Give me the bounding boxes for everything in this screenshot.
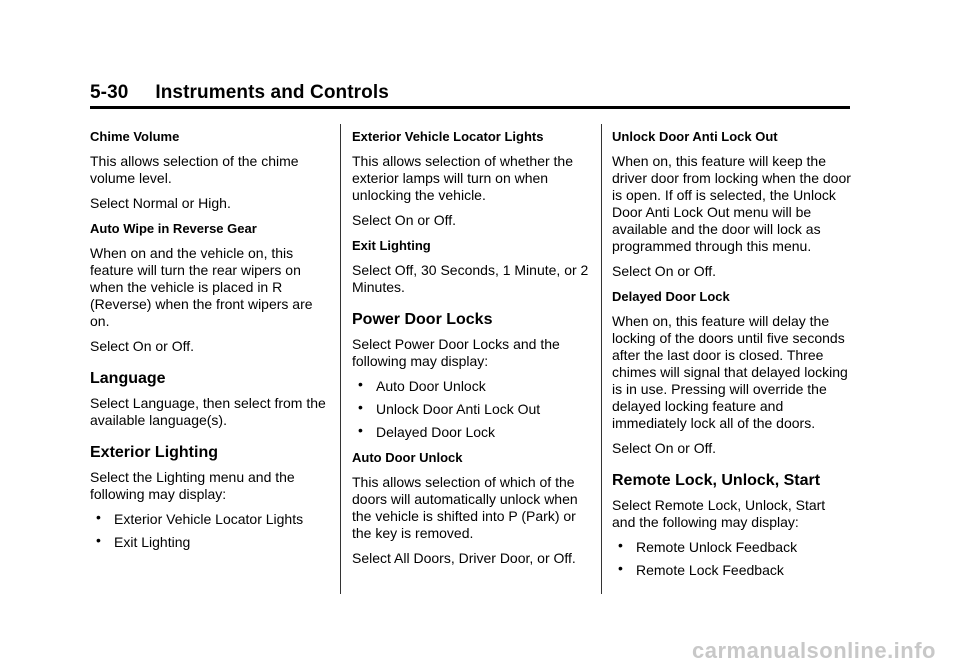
paragraph: Select On or Off. [612, 263, 717, 279]
paragraph: Select Language, then select from the available language(s). [90, 395, 326, 428]
paragraph: Select Off, 30 Seconds, 1 Minute, or 2 Minutes. [352, 262, 589, 295]
paragraph: Select the Lighting menu and the following may display: [90, 469, 295, 502]
column-divider [340, 124, 341, 594]
paragraph: This allows selection of the chime volume level. [90, 153, 299, 186]
bullet-icon: • [96, 509, 101, 525]
subheading: Chime Volume [90, 129, 180, 144]
column-1 [90, 128, 330, 559]
bullet-list [352, 378, 592, 441]
paragraph: Select On or Off. [90, 338, 195, 354]
watermark: carmanualsonline.info [692, 638, 936, 663]
section-heading: Exterior Lighting [90, 444, 218, 461]
page-title: 5-30 Instruments and Controls [90, 82, 389, 103]
list-item [352, 401, 592, 418]
section-heading: Power Door Locks [352, 311, 493, 328]
list-item [90, 511, 330, 528]
subheading: Unlock Door Anti Lock Out [612, 129, 778, 144]
bullet-icon: • [618, 560, 623, 576]
list-item-text: Unlock Door Anti Lock Out [376, 401, 541, 417]
bullet-icon: • [618, 537, 623, 553]
subheading: Auto Door Unlock [352, 450, 463, 465]
bullet-icon: • [358, 399, 363, 415]
list-item-text: Remote Unlock Feedback [636, 539, 798, 555]
paragraph: When on, this feature will keep the driver door from locking when the door is open. If off is selected, the Unlock Door Anti Lock Out menu will be available and the door will lock as programmed through this menu. [612, 153, 851, 254]
list-item [612, 562, 852, 579]
list-item-text: Delayed Door Lock [376, 424, 496, 440]
paragraph: When on, this feature will delay the locking of the doors until five seconds after the last door is closed. Three chimes will signal that delayed locking is in use. Pressing will override the delayed locking feature and immediately lock all of the doors. [612, 313, 848, 431]
paragraph: When on and the vehicle on, this feature will turn the rear wipers on when the vehicle is placed in R (Reverse) when the front wipers are on. [90, 245, 313, 329]
subheading: Auto Wipe in Reverse Gear [90, 221, 257, 236]
list-item-text: Exterior Vehicle Locator Lights [114, 511, 304, 527]
list-item [352, 424, 592, 441]
list-item-text: Exit Lighting [114, 534, 191, 550]
section-heading: Remote Lock, Unlock, Start [612, 472, 821, 489]
subheading: Exit Lighting [352, 238, 431, 253]
bullet-list [90, 511, 330, 551]
list-item [352, 378, 592, 395]
paragraph: Select Power Door Locks and the following may display: [352, 336, 560, 369]
paragraph: Select All Doors, Driver Door, or Off. [352, 550, 576, 566]
list-item [612, 539, 852, 556]
section-heading: Language [90, 370, 166, 387]
bullet-icon: • [358, 422, 363, 438]
column-3 [612, 128, 852, 587]
bullet-list [612, 539, 852, 579]
paragraph: Select On or Off. [612, 440, 717, 456]
column-divider [601, 124, 602, 594]
subheading: Exterior Vehicle Locator Lights [352, 129, 544, 144]
paragraph: This allows selection of which of the doors will automatically unlock when the vehicle is shifted into P (Park) or the key is removed. [352, 474, 578, 541]
paragraph: Select Remote Lock, Unlock, Start and the following may display: [612, 497, 826, 530]
page-header [90, 82, 850, 109]
bullet-icon: • [358, 376, 363, 392]
paragraph: Select Normal or High. [90, 195, 231, 211]
list-item [90, 534, 330, 551]
paragraph: This allows selection of whether the exterior lamps will turn on when unlocking the vehicle. [352, 153, 573, 203]
list-item-text: Remote Lock Feedback [636, 562, 784, 578]
paragraph: Select On or Off. [352, 212, 457, 228]
column-2 [352, 128, 592, 575]
bullet-icon: • [96, 532, 101, 548]
subheading: Delayed Door Lock [612, 289, 730, 304]
list-item-text: Auto Door Unlock [376, 378, 486, 394]
